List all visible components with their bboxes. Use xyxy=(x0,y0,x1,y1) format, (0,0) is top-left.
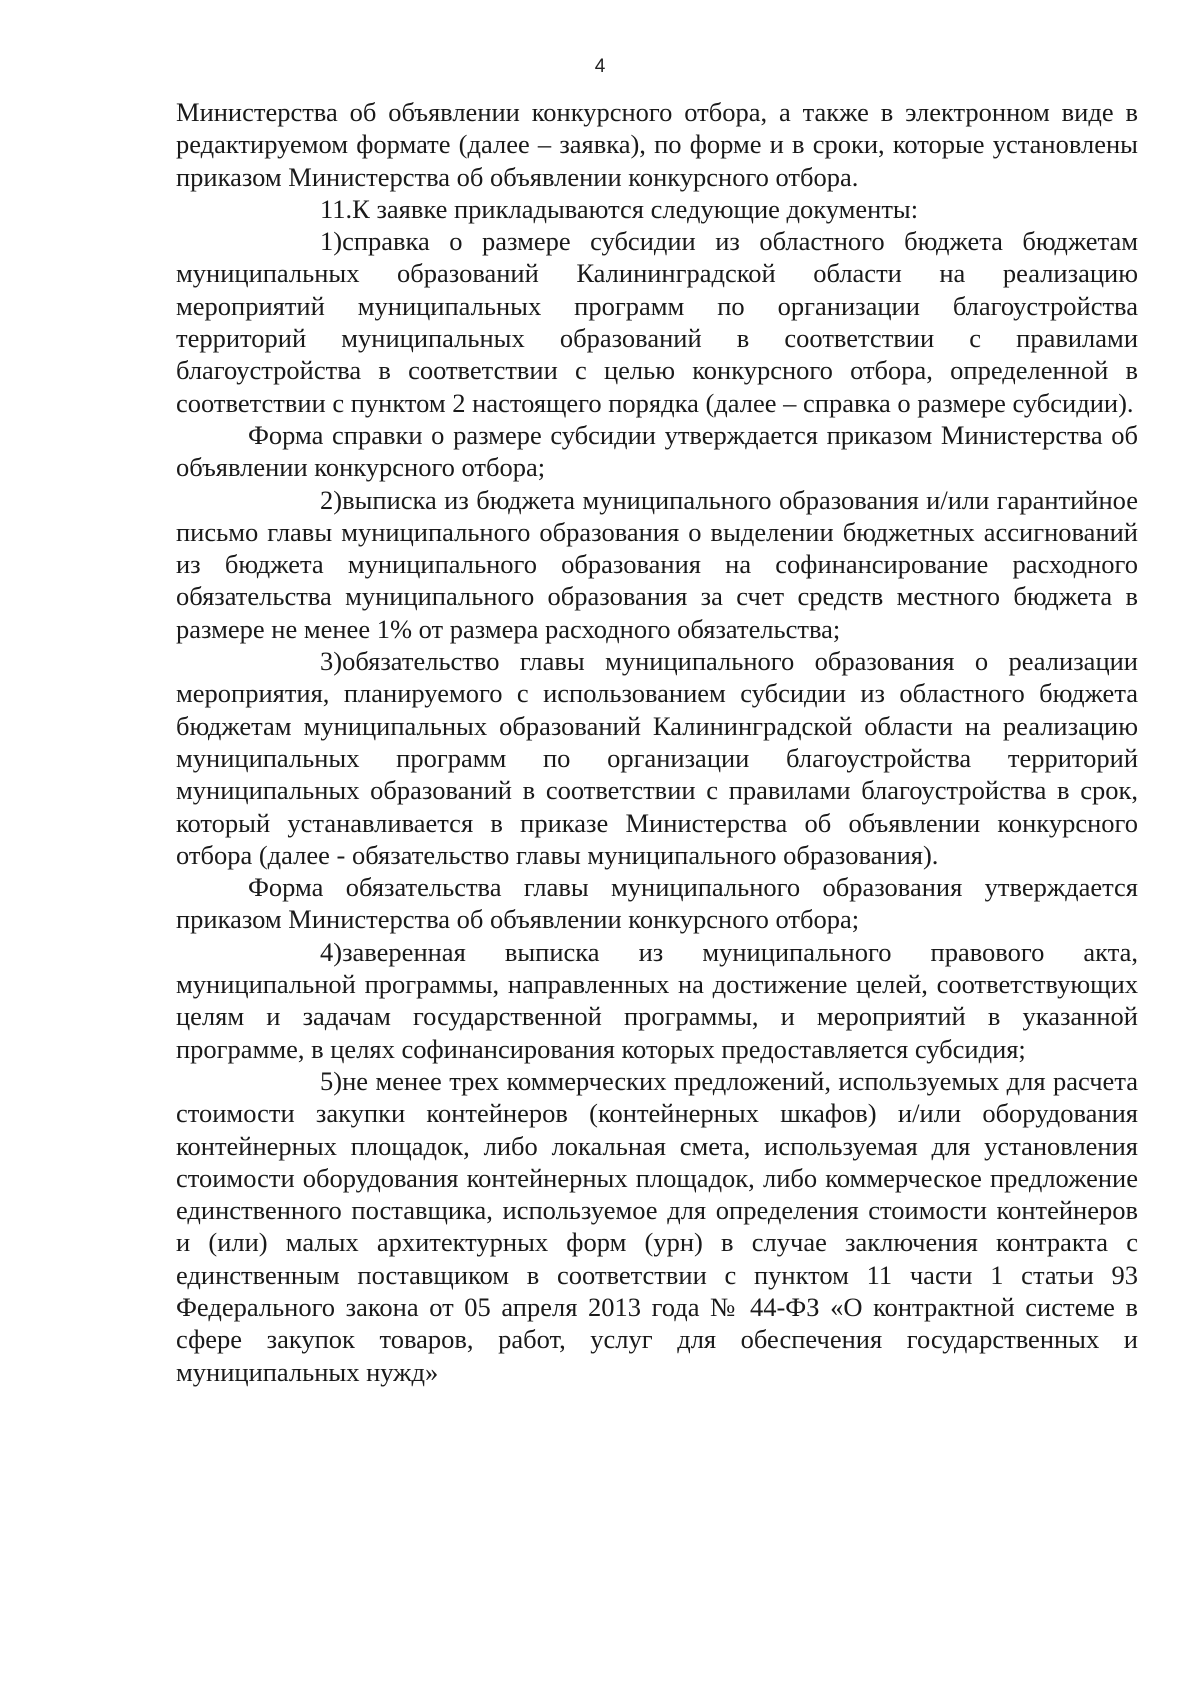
paragraph-form-note-1: Форма справки о размере субсидии утверждается приказом Министерства об объявлении конкурсного отбора; xyxy=(176,419,1138,483)
item-number: 1) xyxy=(320,226,343,257)
paragraph-subitem-5 xyxy=(176,1065,1138,1388)
paragraph-item-11 xyxy=(176,193,1138,225)
item-text: не менее трех коммерческих предложений, используемых для расчета стоимости закупки контейнеров (контейнерных шкафов) и/или оборудования контейнерных площадок, либо локальная смета, используемая для установления стоимости оборудования контейнерных площадок, либо коммерческое предложение единственного поставщика, используемое для определения стоимости контейнеров и (или) малых архитектурных форм (урн) в случае заключения контракта с единственным поставщиком в соответствии с пунктом 11 части 1 статьи 93 Федерального закона от 05 апреля 2013 года № 44-ФЗ «О контрактной системе в сфере закупок товаров, работ, услуг для обеспечения государственных и муниципальных нужд» xyxy=(176,1065,1138,1387)
item-number: 5) xyxy=(320,1065,343,1096)
page-number: 4 xyxy=(594,56,606,77)
paragraph-subitem-3 xyxy=(176,645,1138,871)
item-text: выписка из бюджета муниципального образования и/или гарантийное письмо главы муниципального образования о выделении бюджетных ассигнований из бюджета муниципального образования на софинансирование расходного обязательства муниципального образования за счет средств местного бюджета в размере не менее 1% от размера расходного обязательства; xyxy=(176,484,1138,644)
item-text: К заявке прикладываются следующие документы: xyxy=(352,193,919,224)
paragraph-subitem-4 xyxy=(176,936,1138,1065)
paragraph-intro-continuation: Министерства об объявлении конкурсного отбора, а также в электронном виде в редактируемом формате (далее – заявка), по форме и в сроки, которые установлены приказом Министерства об объявлении конкурсного отбора. xyxy=(176,97,1138,192)
item-number: 4) xyxy=(320,936,343,967)
item-number: 3) xyxy=(320,646,343,677)
paragraph-subitem-2 xyxy=(176,484,1138,645)
item-text: заверенная выписка из муниципального правового акта, муниципальной программы, направленных на достижение целей, соответствующих целям и задачам государственной программы, и мероприятий в указанной программе, в целях софинансирования которых предоставляется субсидия; xyxy=(176,936,1138,1064)
paragraph-subitem-1 xyxy=(176,225,1138,419)
item-number: 2) xyxy=(320,484,343,515)
item-text: обязательство главы муниципального образования о реализации мероприятия, планируемого с использованием субсидии из областного бюджета бюджетам муниципальных образований Калининградской области на реализацию муниципальных программ по организации благоустройства территорий муниципальных образований в соответствии с правилами благоустройства в срок, который устанавливается в приказе Министерства об объявлении конкурсного отбора (далее - обязательство главы муниципального образования). xyxy=(176,646,1138,870)
item-number: 11. xyxy=(320,193,353,224)
document-body xyxy=(176,96,1138,1388)
paragraph-form-note-2: Форма обязательства главы муниципального образования утверждается приказом Министерства об объявлении конкурсного отбора; xyxy=(176,872,1138,935)
item-text: справка о размере субсидии из областного бюджета бюджетам муниципальных образований Калининградской области на реализацию мероприятий муниципальных программ по организации благоустройства территорий муниципальных образований в соответствии с правилами благоустройства в соответствии с целью конкурсного отбора, определенной в соответствии с пунктом 2 настоящего порядка (далее – справка о размере субсидии). xyxy=(176,226,1138,418)
